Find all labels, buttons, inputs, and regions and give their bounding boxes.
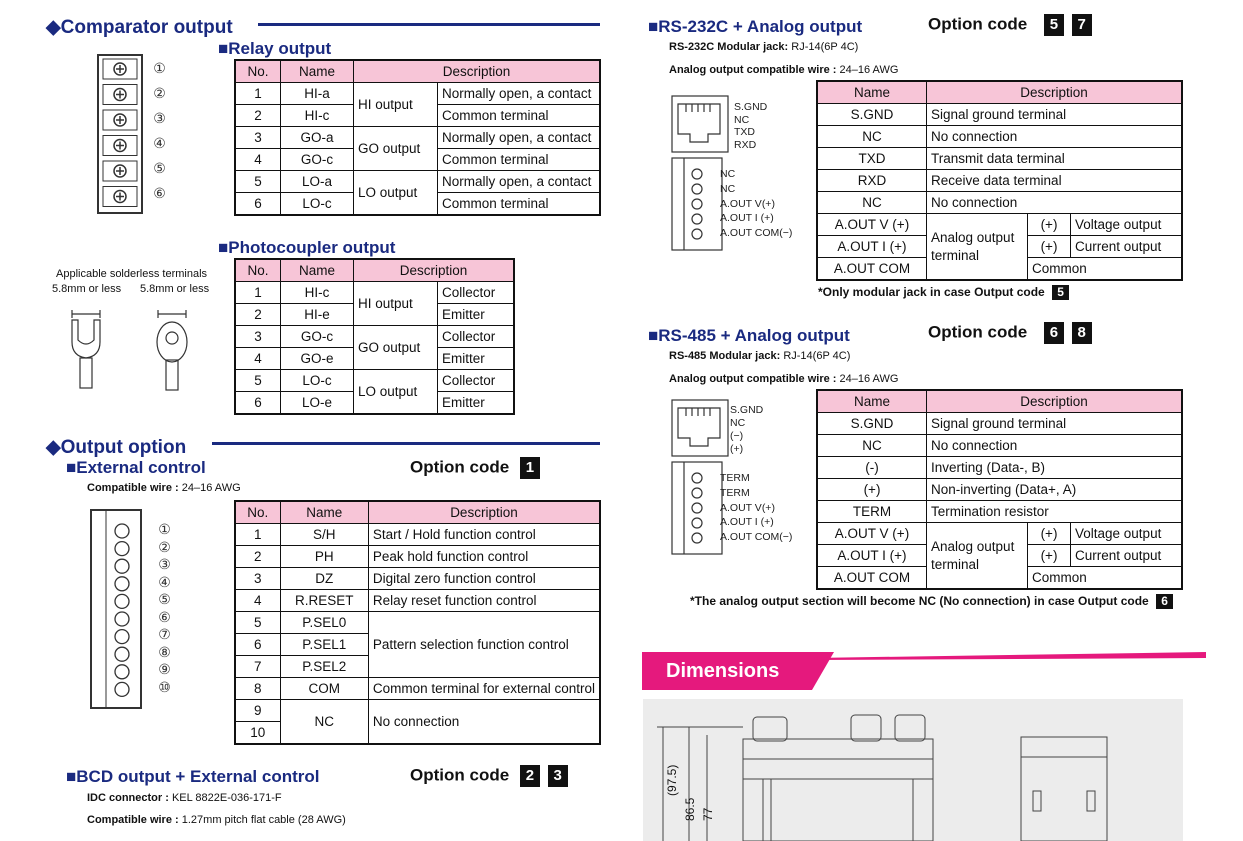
cell-desc: Emitter xyxy=(438,348,515,370)
solderless-right-size: 5.8mm or less xyxy=(140,283,210,295)
cell-name: (+) xyxy=(817,479,927,501)
screw-slot-icon xyxy=(116,91,124,99)
table-row xyxy=(817,192,1182,214)
terminal-num: ③ xyxy=(153,110,166,126)
cell-group: LO output xyxy=(354,370,438,415)
col-header: Name xyxy=(817,390,927,413)
col-header: Description xyxy=(927,81,1183,104)
pin-label: NC xyxy=(720,182,736,195)
cell-group: HI output xyxy=(354,83,438,127)
rs485-title: ■RS-485 + Analog output xyxy=(648,326,850,345)
option-code-label: Option code xyxy=(928,322,1028,342)
cell-no: 10 xyxy=(235,722,280,745)
table-row xyxy=(817,104,1182,126)
cell-no: 6 xyxy=(235,392,281,415)
cell-no: 4 xyxy=(235,149,281,171)
cell-name: P.SEL2 xyxy=(280,656,368,678)
wire-label: Analog output compatible wire : xyxy=(669,64,837,76)
table-row xyxy=(817,214,1182,236)
dim-label-86-5: 86.5 xyxy=(683,797,697,821)
rs485-jack xyxy=(669,350,850,362)
terminal-num: ④ xyxy=(158,573,171,590)
cell-no: 5 xyxy=(235,370,281,392)
dim-label-97-5: (97.5) xyxy=(665,764,679,796)
cell-name: LO-a xyxy=(281,171,354,193)
dim-label-77: 77 xyxy=(701,807,715,821)
table-row xyxy=(817,457,1182,479)
cell-group: LO output xyxy=(354,171,438,216)
rs485-wire xyxy=(669,373,898,385)
cell-name: RXD xyxy=(817,170,927,192)
cell-desc: Emitter xyxy=(438,392,515,415)
rs485-term-pins xyxy=(720,471,792,545)
pin-label: NC xyxy=(720,168,736,180)
cell-desc: Collector xyxy=(438,282,515,304)
jack-label: RS-485 Modular jack: xyxy=(669,350,781,362)
option-code-badge: 7 xyxy=(1072,14,1092,36)
wire-label: Compatible wire : xyxy=(87,482,179,494)
terminal-num: ② xyxy=(153,85,166,101)
rs232-term-pins xyxy=(720,167,792,241)
cell-name: LO-e xyxy=(281,392,354,415)
cell-desc: Common terminal xyxy=(438,193,601,216)
option-code-badge: 2 xyxy=(520,765,540,787)
pin-label: S.GND xyxy=(734,101,768,113)
table-row xyxy=(235,171,600,193)
cell-desc: No connection xyxy=(368,700,600,745)
cell-name: S.GND xyxy=(817,104,927,126)
idc-label: IDC connector : xyxy=(87,792,169,804)
col-header: Description xyxy=(354,60,601,83)
table-row xyxy=(235,326,514,348)
dimensions-title: Dimensions xyxy=(666,660,780,682)
cell-desc: No connection xyxy=(927,192,1183,214)
terminal-holes xyxy=(92,511,140,707)
cell-desc: Current output xyxy=(1071,236,1183,258)
external-wire xyxy=(87,482,241,494)
cell-name: NC xyxy=(280,700,368,745)
dimensions-drawing xyxy=(643,699,1183,841)
output-option-title: ◆Output option xyxy=(46,437,187,458)
cell-desc: Start / Hold function control xyxy=(368,524,600,546)
col-header: Description xyxy=(927,390,1183,413)
pin-label: TXD xyxy=(734,126,755,138)
cell-group: HI output xyxy=(354,282,438,326)
rs485-option-code xyxy=(928,322,1092,344)
terminal-num: ⑤ xyxy=(153,160,166,176)
table-row xyxy=(817,435,1182,457)
relay-terminal-block xyxy=(97,54,143,214)
relay-table xyxy=(234,59,601,216)
relay-title: ■Relay output xyxy=(218,39,332,58)
cell-name: R.RESET xyxy=(280,590,368,612)
pin-label: NC xyxy=(730,417,746,429)
pin-label: S.GND xyxy=(730,404,764,416)
comparator-rule xyxy=(258,23,600,26)
cell-desc: Non-inverting (Data+, A) xyxy=(927,479,1183,501)
external-title: ■External control xyxy=(66,458,206,477)
cell-desc: Normally open, a contact xyxy=(438,171,601,193)
terminal-hole-icon xyxy=(115,524,129,538)
cell-no: 9 xyxy=(235,700,280,722)
wire-value: 24–16 AWG xyxy=(839,373,899,385)
option-code-badge: 3 xyxy=(548,765,568,787)
cell-sign: (+) xyxy=(1028,214,1071,236)
cell-name: NC xyxy=(817,192,927,214)
col-header: No. xyxy=(235,60,281,83)
option-code-badge: 6 xyxy=(1044,322,1064,344)
idc-value: KEL 8822E-036-171-F xyxy=(171,792,282,804)
rs485-jack-pins xyxy=(730,404,763,456)
cell-no: 8 xyxy=(235,678,280,700)
pin-label: A.OUT V(+) xyxy=(720,501,775,514)
cell-desc: Signal ground terminal xyxy=(927,413,1183,435)
cell-name: TXD xyxy=(817,148,927,170)
cell-name: TERM xyxy=(817,501,927,523)
cell-desc: Relay reset function control xyxy=(368,590,600,612)
terminal-hole-icon xyxy=(115,577,129,591)
cell-no: 7 xyxy=(235,656,280,678)
terminal-num: ⑨ xyxy=(158,661,171,677)
col-header: Name xyxy=(817,81,927,104)
cell-name: S.GND xyxy=(817,413,927,435)
note-code-badge: 5 xyxy=(1052,285,1069,300)
cell-name: A.OUT V (+) xyxy=(817,523,927,545)
table-row xyxy=(817,413,1182,435)
wire-label: Compatible wire : xyxy=(87,814,179,826)
terminal-hole-icon xyxy=(115,665,129,679)
cell-name: DZ xyxy=(280,568,368,590)
terminal-num: ① xyxy=(153,60,166,76)
pin-label: (+) xyxy=(730,443,744,455)
bcd-wire xyxy=(87,814,346,826)
cell-name: NC xyxy=(817,126,927,148)
terminal-hole-icon xyxy=(115,594,129,608)
table-row xyxy=(817,170,1182,192)
rs232-note xyxy=(818,285,1069,300)
terminal-hole-icon xyxy=(115,612,129,626)
rs232-option-code xyxy=(928,14,1092,36)
cell-no: 1 xyxy=(235,282,281,304)
rs232-jack-pins xyxy=(734,101,767,151)
cell-desc: No connection xyxy=(927,126,1183,148)
cell-group: Analog output terminal xyxy=(927,523,1028,590)
wire-value: 24–16 AWG xyxy=(181,482,241,494)
terminal-num: ⑦ xyxy=(158,626,171,642)
pin-label: TERM xyxy=(720,486,750,499)
pin-label: TERM xyxy=(720,472,750,484)
jack-value: RJ-14(6P 4C) xyxy=(783,350,851,362)
table-row xyxy=(235,612,600,634)
rs485-table xyxy=(816,389,1183,590)
cell-desc: Inverting (Data-, B) xyxy=(927,457,1183,479)
cell-group: Analog output terminal xyxy=(927,214,1028,281)
cell-desc: Voltage output xyxy=(1071,523,1183,545)
bcd-idc xyxy=(87,792,282,804)
cell-name: A.OUT COM xyxy=(817,258,927,281)
table-row xyxy=(817,523,1182,545)
cell-sign: (+) xyxy=(1028,236,1071,258)
pin-label: A.OUT I (+) xyxy=(720,212,774,225)
cell-no: 3 xyxy=(235,568,280,590)
wire-label: Analog output compatible wire : xyxy=(669,373,837,385)
pin-label: (−) xyxy=(730,430,744,442)
cell-name: GO-a xyxy=(281,127,354,149)
cell-sign: (+) xyxy=(1028,523,1071,545)
screw-slot-icon xyxy=(116,193,124,201)
cell-no: 4 xyxy=(235,590,280,612)
col-header: Name xyxy=(281,259,354,282)
note-code-badge: 6 xyxy=(1156,594,1173,609)
cell-desc: Normally open, a contact xyxy=(438,83,601,105)
table-row xyxy=(235,83,600,105)
cell-no: 2 xyxy=(235,105,281,127)
cell-desc: Current output xyxy=(1071,545,1183,567)
cell-name: (-) xyxy=(817,457,927,479)
cell-desc: Emitter xyxy=(438,304,515,326)
jack-value: RJ-14(6P 4C) xyxy=(791,41,859,53)
terminal-num: ⑥ xyxy=(153,185,166,201)
cell-desc: Receive data terminal xyxy=(927,170,1183,192)
screw-slot-icon xyxy=(116,65,124,73)
terminal-num: ⑤ xyxy=(158,591,171,607)
cell-name: P.SEL0 xyxy=(280,612,368,634)
cell-desc: Common terminal xyxy=(438,149,601,171)
screw-slot-icon xyxy=(116,116,124,124)
table-row xyxy=(235,282,514,304)
terminal-hole-icon xyxy=(115,682,129,696)
col-header: Name xyxy=(280,501,368,524)
cell-name: NC xyxy=(817,435,927,457)
cell-name: HI-c xyxy=(281,105,354,127)
cell-no: 5 xyxy=(235,171,281,193)
terminal-screws xyxy=(99,56,141,212)
cell-desc: Digital zero function control xyxy=(368,568,600,590)
cell-name: P.SEL1 xyxy=(280,634,368,656)
cell-name: HI-e xyxy=(281,304,354,326)
cell-no: 1 xyxy=(235,83,281,105)
cell-name: GO-c xyxy=(281,326,354,348)
pin-label: A.OUT I (+) xyxy=(720,516,774,529)
cell-no: 6 xyxy=(235,634,280,656)
cell-name: LO-c xyxy=(281,193,354,216)
table-row xyxy=(817,148,1182,170)
col-header: Description xyxy=(354,259,515,282)
cell-desc: Collector xyxy=(438,370,515,392)
cell-desc: Common xyxy=(1028,258,1183,281)
col-header: No. xyxy=(235,259,281,282)
table-row xyxy=(235,127,600,149)
terminal-num: ⑥ xyxy=(158,608,171,625)
table-row xyxy=(817,501,1182,523)
cell-no: 4 xyxy=(235,348,281,370)
rs232-table xyxy=(816,80,1183,281)
cell-desc: Transmit data terminal xyxy=(927,148,1183,170)
jack-label: RS-232C Modular jack: xyxy=(669,41,789,53)
cell-desc: Common terminal for external control xyxy=(368,678,600,700)
terminal-num: ⑩ xyxy=(158,678,171,695)
option-code-badge: 8 xyxy=(1072,322,1092,344)
cell-name: A.OUT COM xyxy=(817,567,927,590)
cell-no: 5 xyxy=(235,612,280,634)
table-row xyxy=(235,370,514,392)
cell-name: A.OUT V (+) xyxy=(817,214,927,236)
note-text: *The analog output section will become NC (No connection) in case Output code xyxy=(690,594,1149,608)
cell-desc: Collector xyxy=(438,326,515,348)
table-row xyxy=(235,590,600,612)
cell-desc: Peak hold function control xyxy=(368,546,600,568)
option-code-label: Option code xyxy=(928,14,1028,34)
cell-name: HI-a xyxy=(281,83,354,105)
option-code-badge: 1 xyxy=(520,457,540,479)
cell-desc: Normally open, a contact xyxy=(438,127,601,149)
table-row xyxy=(817,126,1182,148)
col-header: No. xyxy=(235,501,280,524)
cell-name: GO-e xyxy=(281,348,354,370)
option-code-badge: 5 xyxy=(1044,14,1064,36)
screw-slot-icon xyxy=(116,142,124,150)
cell-desc: Common xyxy=(1028,567,1183,590)
cell-name: PH xyxy=(280,546,368,568)
terminal-num: ③ xyxy=(158,556,171,572)
cell-group: GO output xyxy=(354,127,438,171)
external-table xyxy=(234,500,601,745)
terminal-num: ④ xyxy=(153,135,166,151)
rs485-note xyxy=(690,594,1173,609)
option-code-label: Option code xyxy=(410,765,510,785)
wire-value: 24–16 AWG xyxy=(839,64,899,76)
cell-no: 3 xyxy=(235,127,281,149)
pin-label: NC xyxy=(734,113,750,126)
pin-label: RXD xyxy=(734,138,757,151)
screw-slot-icon xyxy=(116,167,124,175)
comparator-title: ◆Comparator output xyxy=(46,17,233,38)
dimensions-drawing-area xyxy=(643,699,1183,841)
solderless-terminals-drawing xyxy=(60,298,210,394)
terminal-num: ① xyxy=(158,521,171,537)
bcd-option-code xyxy=(410,765,568,787)
cell-desc: No connection xyxy=(927,435,1183,457)
table-row xyxy=(235,700,600,722)
table-row xyxy=(817,479,1182,501)
cell-no: 6 xyxy=(235,193,281,216)
table-row xyxy=(235,568,600,590)
solderless-caption: Applicable solderless terminals xyxy=(56,268,208,280)
cell-desc: Signal ground terminal xyxy=(927,104,1183,126)
cell-name: S/H xyxy=(280,524,368,546)
cell-name: COM xyxy=(280,678,368,700)
cell-group: GO output xyxy=(354,326,438,370)
cell-desc: Pattern selection function control xyxy=(368,612,600,678)
cell-no: 3 xyxy=(235,326,281,348)
rs232-jack xyxy=(669,41,858,53)
cell-desc: Common terminal xyxy=(438,105,601,127)
rs232-wire xyxy=(669,64,898,76)
photo-title: ■Photocoupler output xyxy=(218,238,396,257)
cell-desc: Voltage output xyxy=(1071,214,1183,236)
pin-label: A.OUT COM(−) xyxy=(720,531,793,544)
col-header: Name xyxy=(281,60,354,83)
col-header: Description xyxy=(368,501,600,524)
terminal-hole-icon xyxy=(115,559,129,573)
wire-value: 1.27mm pitch flat cable (28 AWG) xyxy=(181,814,346,826)
pin-label: A.OUT V(+) xyxy=(720,197,775,210)
cell-no: 2 xyxy=(235,304,281,326)
terminal-hole-icon xyxy=(115,647,129,661)
cell-no: 2 xyxy=(235,546,280,568)
output-option-rule xyxy=(212,442,600,445)
table-row xyxy=(235,524,600,546)
pin-label: A.OUT COM(−) xyxy=(720,227,793,240)
terminal-num: ⑧ xyxy=(158,643,171,660)
cell-name: A.OUT I (+) xyxy=(817,236,927,258)
cell-name: A.OUT I (+) xyxy=(817,545,927,567)
external-terminal-block xyxy=(90,509,142,709)
cell-name: HI-c xyxy=(281,282,354,304)
cell-sign: (+) xyxy=(1028,545,1071,567)
cell-name: LO-c xyxy=(281,370,354,392)
terminal-hole-icon xyxy=(115,542,129,556)
cell-no: 1 xyxy=(235,524,280,546)
table-row xyxy=(235,678,600,700)
note-text: *Only modular jack in case Output code xyxy=(818,285,1045,299)
bcd-title: ■BCD output + External control xyxy=(66,767,320,786)
option-code-label: Option code xyxy=(410,457,510,477)
solderless-left-size: 5.8mm or less xyxy=(52,283,122,295)
photo-table xyxy=(234,258,515,415)
terminal-num: ② xyxy=(158,538,171,555)
rs232-title: ■RS-232C + Analog output xyxy=(648,17,863,36)
external-option-code xyxy=(410,457,540,479)
table-row xyxy=(235,546,600,568)
terminal-hole-icon xyxy=(115,630,129,644)
cell-desc: Termination resistor xyxy=(927,501,1183,523)
cell-name: GO-c xyxy=(281,149,354,171)
